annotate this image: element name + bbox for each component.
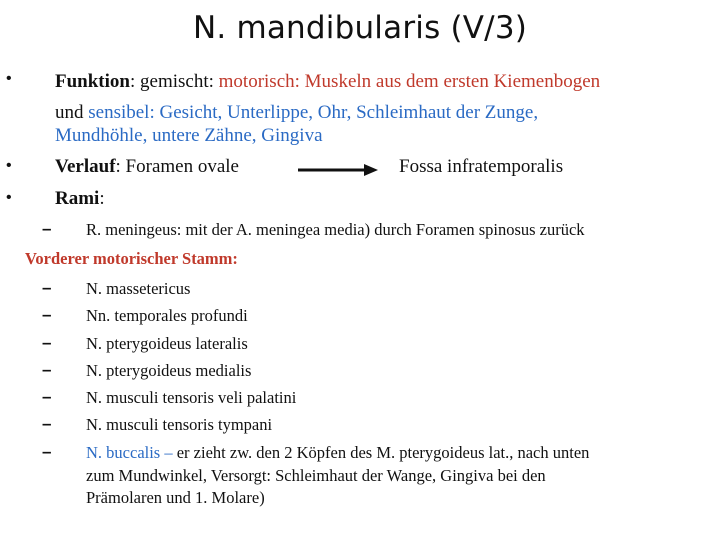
branch-item: N. musculi tensoris veli palatini xyxy=(86,388,297,407)
motor-text: motorisch: Muskeln aus dem ersten Kiemenbogen xyxy=(218,71,601,92)
slide-title: N. mandibularis (V/3) xyxy=(192,10,528,46)
rami-label: Rami xyxy=(55,188,100,209)
bullet-icon: • xyxy=(6,70,12,87)
funktion-line1 xyxy=(55,70,600,93)
und-text: und xyxy=(55,102,89,123)
funktion-line3: Mundhöhle, untere Zähne, Gingiva xyxy=(55,125,323,146)
buccalis-name: N. buccalis – xyxy=(86,443,173,462)
funktion-line2 xyxy=(55,101,538,124)
dash-icon: – xyxy=(42,333,52,352)
dash-icon: – xyxy=(42,219,52,238)
bullet-icon: • xyxy=(6,157,12,174)
rami-colon: : xyxy=(99,188,105,209)
verlauf-to: Fossa infratemporalis xyxy=(399,156,564,177)
bullet-icon: • xyxy=(6,189,12,206)
verlauf-from: : Foramen ovale xyxy=(115,156,239,177)
funktion-colon: : gemischt: xyxy=(129,71,219,92)
dash-icon: – xyxy=(42,414,52,433)
buccalis-line2: zum Mundwinkel, Versorgt: Schleimhaut der Wange, Gingiva bei den xyxy=(86,466,546,485)
sensibel-text: sensibel: Gesicht, Unterlippe, Ohr, Schleimhaut der Zunge, xyxy=(88,102,539,123)
funktion-label: Funktion xyxy=(55,71,130,92)
branch-item: N. massetericus xyxy=(86,279,191,298)
vorderer-heading: Vorderer motorischer Stamm: xyxy=(25,249,238,268)
meningeus-text: R. meningeus: mit der A. meningea media) durch Foramen spinosus zurück xyxy=(86,220,585,239)
right-arrow-icon xyxy=(296,160,381,180)
buccalis-rest: er zieht zw. den 2 Köpfen des M. pterygoideus lat., nach unten xyxy=(172,443,590,462)
branch-item: N. pterygoideus lateralis xyxy=(86,334,248,353)
dash-icon: – xyxy=(42,442,52,461)
branch-item: N. musculi tensoris tympani xyxy=(86,415,273,434)
dash-icon: – xyxy=(42,387,52,406)
dash-icon: – xyxy=(42,360,52,379)
buccalis-line1 xyxy=(86,442,589,463)
dash-icon: – xyxy=(42,278,52,297)
verlauf-label: Verlauf xyxy=(55,156,116,177)
branch-item: N. pterygoideus medialis xyxy=(86,361,252,380)
rami-line xyxy=(55,187,105,210)
dash-icon: – xyxy=(42,305,52,324)
verlauf-line xyxy=(55,155,239,178)
branch-item: Nn. temporales profundi xyxy=(86,306,248,325)
buccalis-line3: Prämolaren und 1. Molare) xyxy=(86,488,265,507)
